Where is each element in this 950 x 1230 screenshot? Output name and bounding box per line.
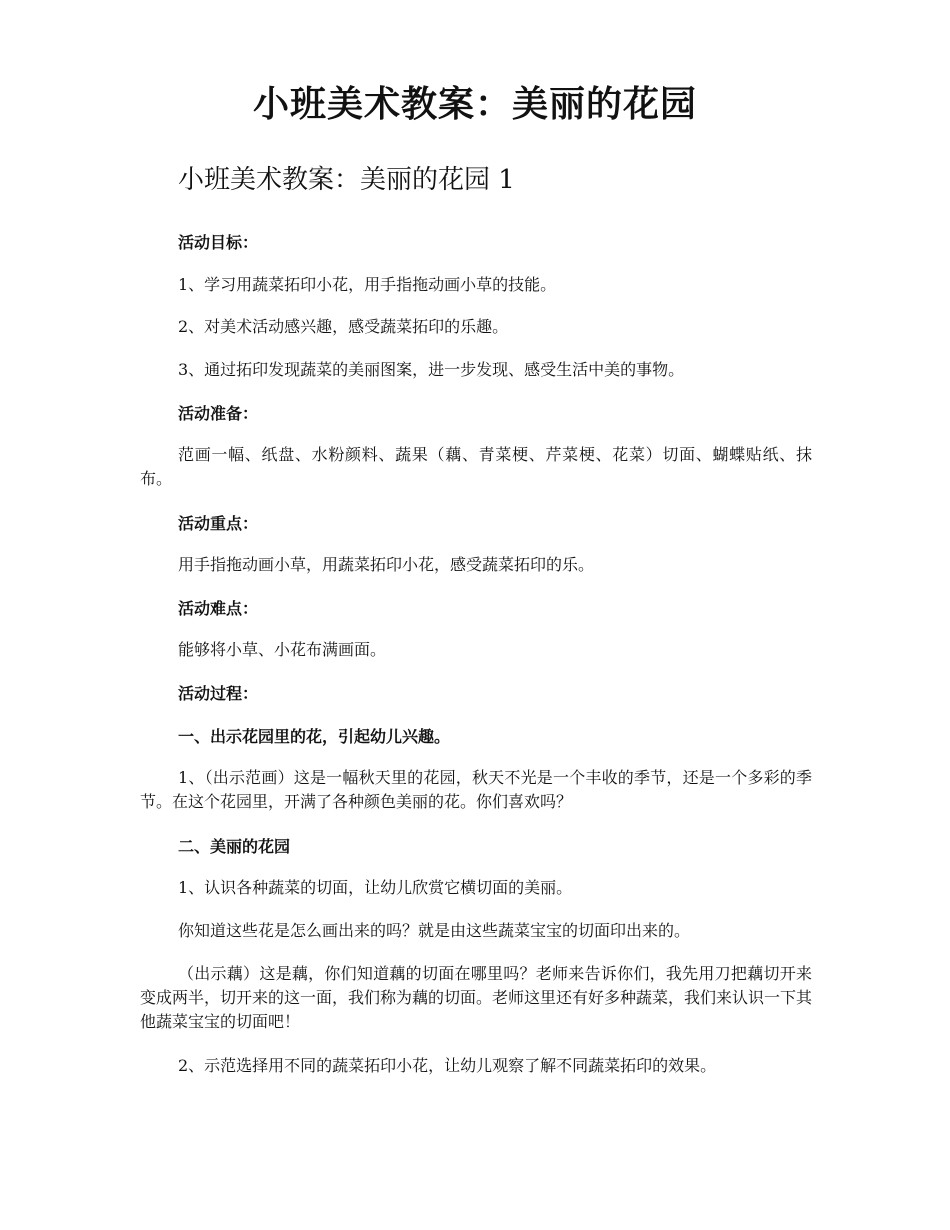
section-title: 小班美术教案：美丽的花园 1 — [178, 165, 515, 195]
step2-item-2: 2、示范选择用不同的蔬菜拓印小花，让幼儿观察了解不同蔬菜拓印的效果。 — [178, 1056, 717, 1075]
process-heading: 活动过程： — [178, 684, 259, 703]
key-point-heading: 活动重点： — [178, 514, 259, 533]
goal-item-3: 3、通过拓印发现蔬菜的美丽图案，进一步发现、感受生活中美的事物。 — [178, 360, 685, 379]
step1-text: 1、（出示范画）这是一幅秋天里的花园，秋天不光是一个丰收的季节，还是一个多彩的季节。在这个花园里，开满了各种颜色美丽的花。你们喜欢吗？ — [140, 768, 812, 811]
step2-text-2: （出示藕）这是藕，你们知道藕的切面在哪里吗？老师来告诉你们，我先用刀把藕切开来变成两半，切开来的这一面，我们称为藕的切面。老师这里还有好多种蔬菜，我们来认识一下其他蔬菜宝宝的切面吧！ — [140, 964, 813, 1031]
step2-item-1: 1、认识各种蔬菜的切面，让幼儿欣赏它横切面的美丽。 — [178, 878, 573, 897]
step1-heading: 一、出示花园里的花，引起幼儿兴趣。 — [178, 727, 451, 746]
prep-heading: 活动准备： — [178, 404, 259, 423]
goals-heading: 活动目标： — [178, 233, 259, 252]
step2-text-1: 你知道这些花是怎么画出来的吗？就是由这些蔬菜宝宝的切面印出来的。 — [178, 921, 691, 940]
step2-heading: 二、美丽的花园 — [178, 837, 291, 856]
difficulty-heading: 活动难点： — [178, 599, 259, 618]
prep-text: 范画一幅、纸盘、水粉颜料、蔬果（藕、青菜梗、芹菜梗、花菜）切面、蝴蝶贴纸、抹布。 — [140, 445, 812, 488]
goal-item-2: 2、对美术活动感兴趣，感受蔬菜拓印的乐趣。 — [178, 317, 509, 336]
difficulty-text: 能够将小草、小花布满画面。 — [178, 640, 387, 659]
goal-item-1: 1、学习用蔬菜拓印小花，用手指拖动画小草的技能。 — [178, 275, 557, 294]
key-point-text: 用手指拖动画小草，用蔬菜拓印小花，感受蔬菜拓印的乐。 — [178, 555, 595, 574]
document-title: 小班美术教案：美丽的花园 — [252, 83, 697, 125]
